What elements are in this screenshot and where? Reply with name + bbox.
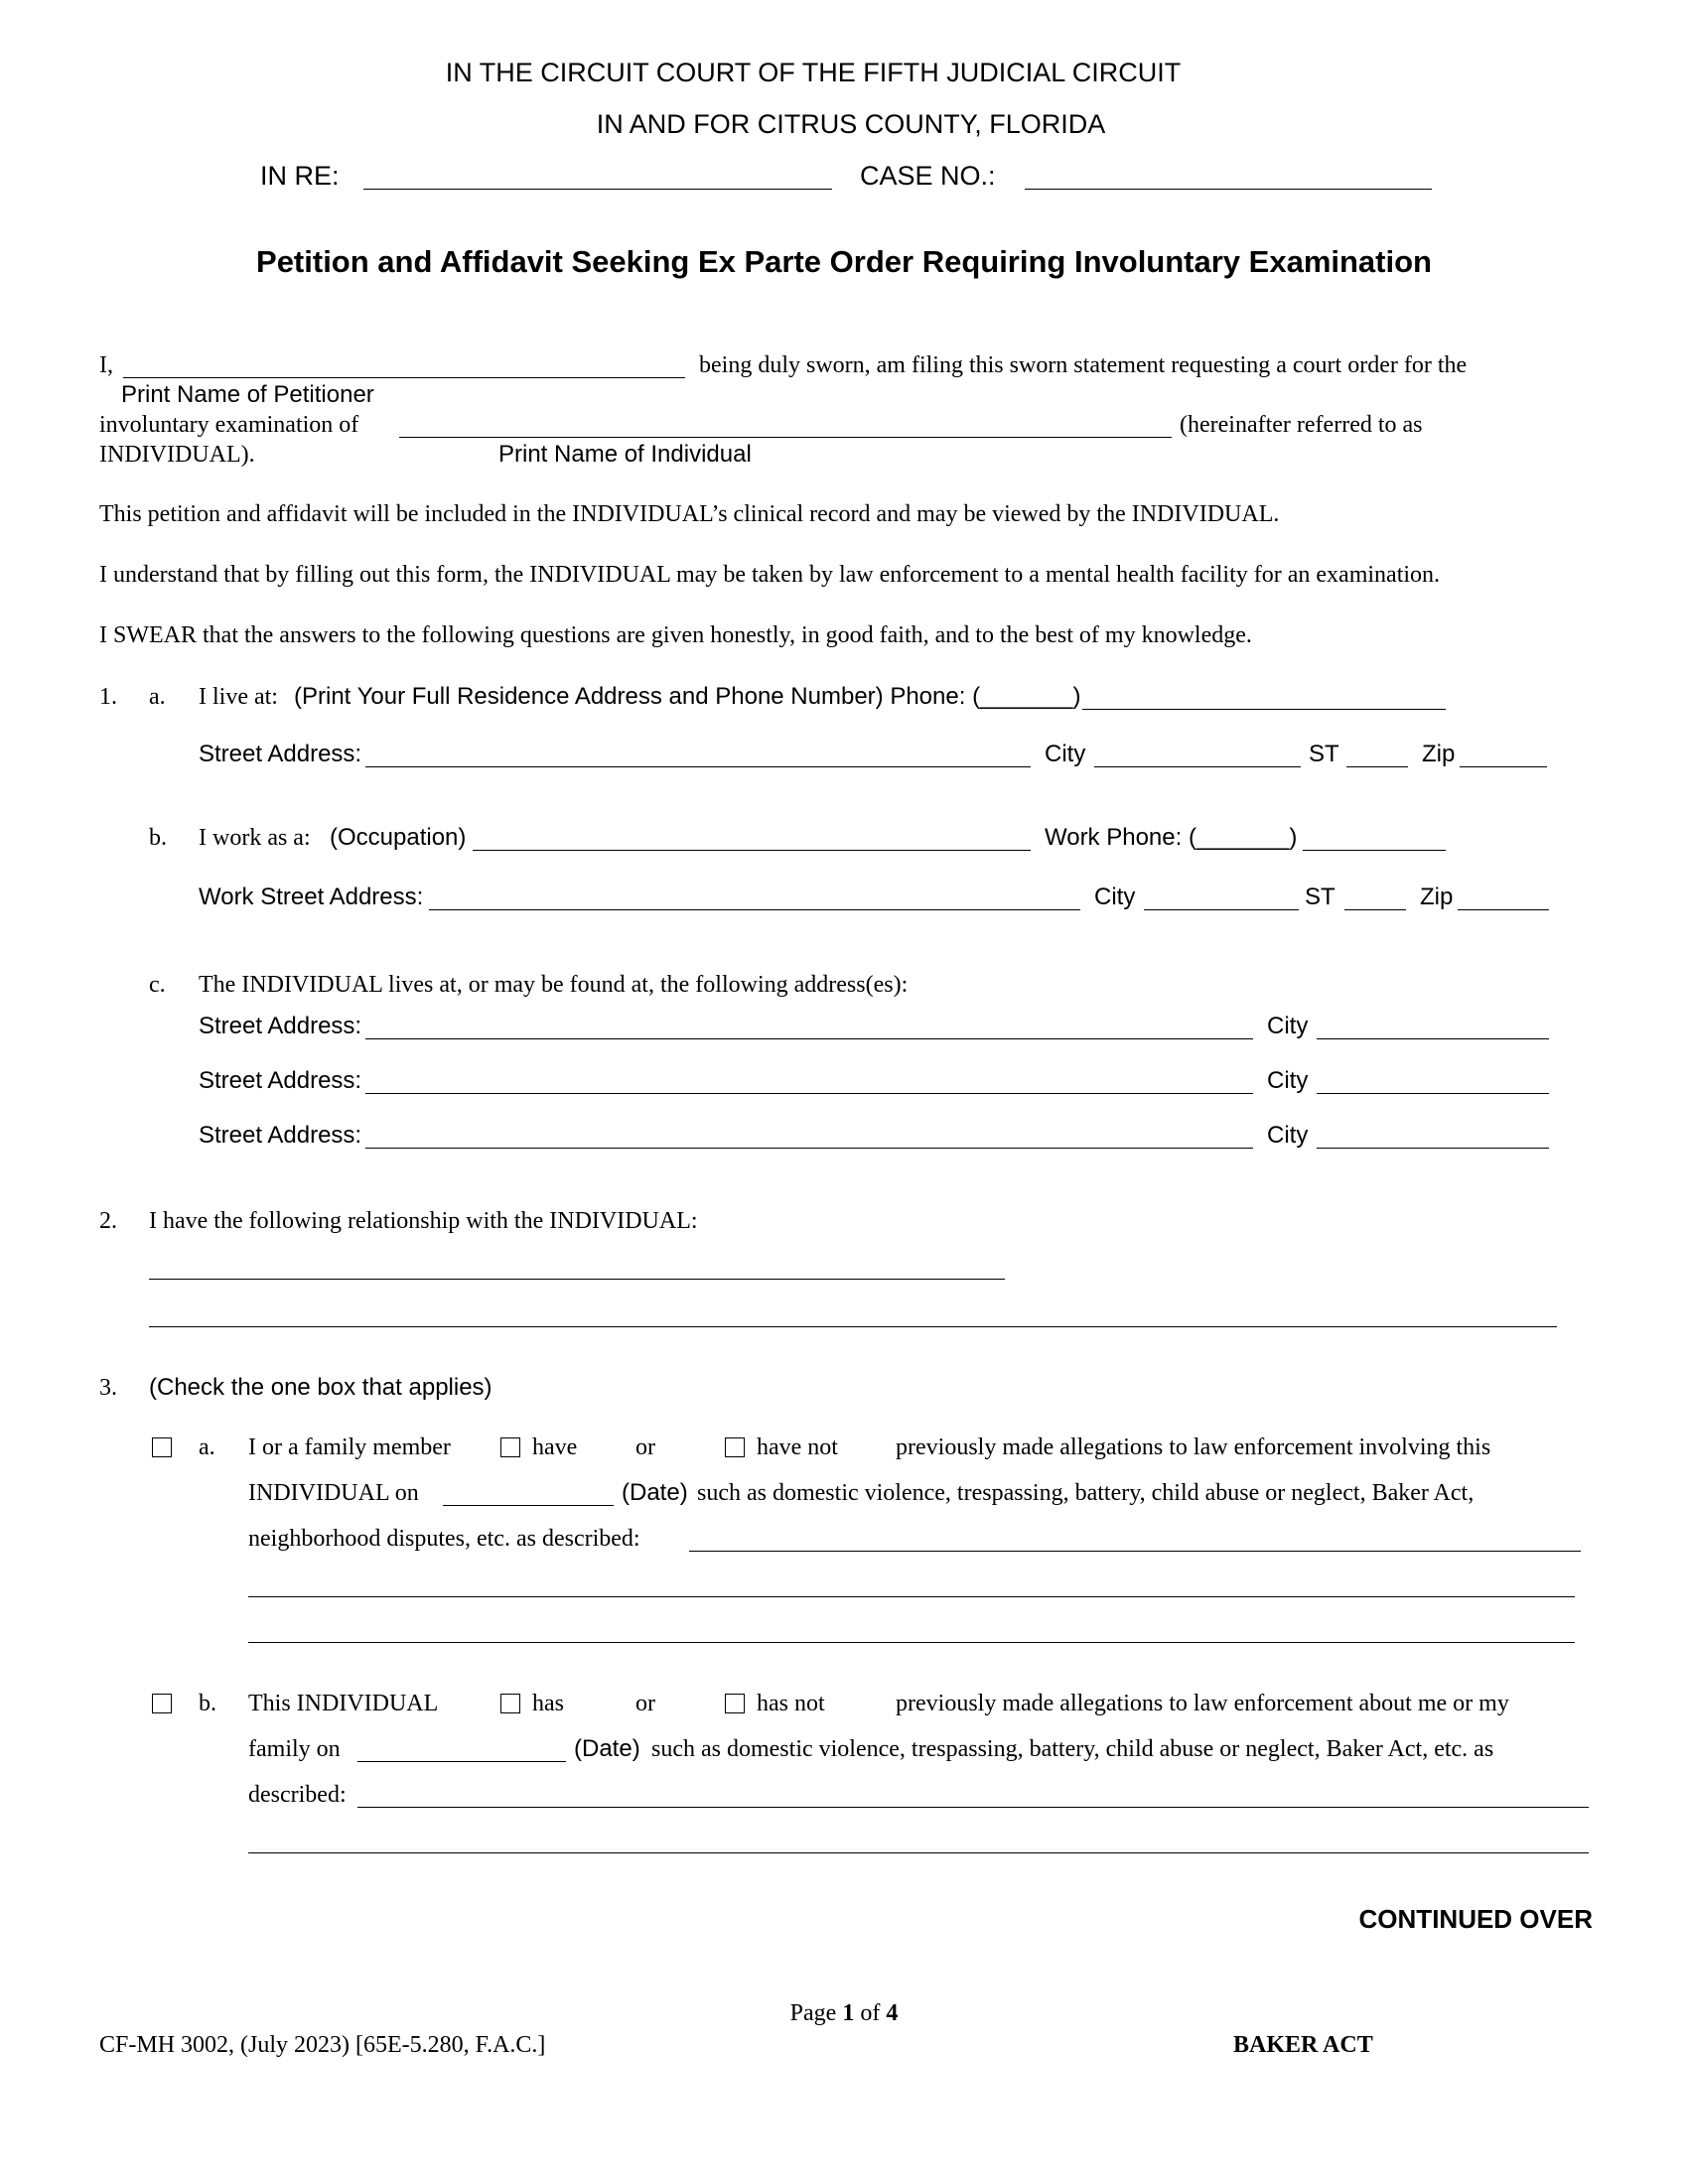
individual-city-label-1: City bbox=[1267, 1013, 1309, 1039]
q1c-letter: c. bbox=[149, 972, 166, 998]
form-id: CF-MH 3002, (July 2023) [65E-5.280, F.A.C.] bbox=[99, 2032, 546, 2058]
individual-city-field-2[interactable] bbox=[1317, 1093, 1549, 1094]
in-re-field[interactable] bbox=[363, 189, 832, 190]
q3b-date-field[interactable] bbox=[357, 1761, 566, 1762]
q3a-individual-on: INDIVIDUAL on bbox=[248, 1480, 419, 1506]
q3a-have-label: have bbox=[532, 1434, 578, 1460]
work-state-label: ST bbox=[1305, 884, 1336, 910]
individual-city-label-2: City bbox=[1267, 1067, 1309, 1094]
page-prefix: Page bbox=[789, 2000, 837, 2026]
q3b-has-label: has bbox=[532, 1691, 564, 1716]
q1a-instructions: (Print Your Full Residence Address and Phone Number) Phone: (_______) bbox=[294, 683, 1081, 710]
page-total: 4 bbox=[886, 2000, 899, 2026]
q1b-letter: b. bbox=[149, 825, 167, 851]
q2-number: 2. bbox=[99, 1208, 117, 1234]
state-label: ST bbox=[1309, 741, 1339, 767]
q3b-previously: previously made allegations to law enforcement about me or my bbox=[896, 1691, 1509, 1716]
q3a-such-as: such as domestic violence, trespassing, battery, child abuse or neglect, Baker Act, bbox=[697, 1480, 1475, 1506]
individual-city-field-1[interactable] bbox=[1317, 1038, 1549, 1039]
q3a-description-field-2[interactable] bbox=[248, 1596, 1575, 1597]
q3-number: 3. bbox=[99, 1375, 117, 1401]
work-state-field[interactable] bbox=[1344, 909, 1406, 910]
q3b-description-field-2[interactable] bbox=[248, 1852, 1589, 1853]
statement-law-enforcement: I understand that by filling out this form, the INDIVIDUAL may be taken by law enforcement to a mental health facility for an examination. bbox=[99, 562, 1441, 588]
q3b-checkbox[interactable] bbox=[152, 1694, 172, 1713]
q3b-who: This INDIVIDUAL bbox=[248, 1691, 439, 1716]
residence-zip-field[interactable] bbox=[1460, 766, 1547, 767]
case-no-field[interactable] bbox=[1025, 189, 1432, 190]
q1b-occupation-label: (Occupation) bbox=[330, 824, 467, 851]
q3a-neighborhood: neighborhood disputes, etc. as described: bbox=[248, 1526, 640, 1552]
q3b-described: described: bbox=[248, 1782, 347, 1808]
individual-street-field-3[interactable] bbox=[365, 1148, 1253, 1149]
q3a-have-not-label: have not bbox=[757, 1434, 838, 1460]
q3b-such-as: such as domestic violence, trespassing, battery, child abuse or neglect, Baker Act, etc. as bbox=[651, 1736, 1494, 1762]
individual-street-label-2: Street Address: bbox=[199, 1067, 362, 1094]
intro-hereinafter: (hereinafter referred to as bbox=[1180, 412, 1423, 438]
q2-text: I have the following relationship with the INDIVIDUAL: bbox=[149, 1208, 698, 1234]
relationship-field-2[interactable] bbox=[149, 1326, 1557, 1327]
individual-street-field-1[interactable] bbox=[365, 1038, 1253, 1039]
q3b-has-not-checkbox[interactable] bbox=[725, 1694, 745, 1713]
q3b-has-checkbox[interactable] bbox=[500, 1694, 520, 1713]
work-city-label: City bbox=[1094, 884, 1136, 910]
statement-swear: I SWEAR that the answers to the following questions are given honestly, in good faith, and to the best of my knowledge. bbox=[99, 622, 1252, 648]
work-zip-field[interactable] bbox=[1458, 909, 1549, 910]
q3a-who: I or a family member bbox=[248, 1434, 451, 1460]
q3a-letter: a. bbox=[199, 1434, 215, 1460]
q1a-letter: a. bbox=[149, 684, 166, 710]
q3b-family-on: family on bbox=[248, 1736, 341, 1762]
q3b-description-field-1[interactable] bbox=[357, 1807, 1589, 1808]
phone-field[interactable] bbox=[1082, 709, 1446, 710]
q3a-have-not-checkbox[interactable] bbox=[725, 1437, 745, 1457]
work-phone-label: Work Phone: (_______) bbox=[1045, 824, 1298, 851]
q3b-letter: b. bbox=[199, 1691, 216, 1716]
intro-i-label: I, bbox=[99, 352, 113, 378]
q1c-text: The INDIVIDUAL lives at, or may be found at, the following address(es): bbox=[199, 972, 909, 998]
q3b-date-label: (Date) bbox=[574, 1735, 640, 1762]
q3b-has-not-label: has not bbox=[757, 1691, 825, 1716]
q3a-date-label: (Date) bbox=[622, 1479, 688, 1506]
q3b-or: or bbox=[635, 1691, 655, 1716]
q3a-have-checkbox[interactable] bbox=[500, 1437, 520, 1457]
petitioner-caption: Print Name of Petitioner bbox=[121, 381, 374, 408]
case-no-label: CASE NO.: bbox=[860, 161, 996, 191]
q1-number: 1. bbox=[99, 684, 117, 710]
individual-city-label-3: City bbox=[1267, 1122, 1309, 1149]
city-label: City bbox=[1045, 741, 1086, 767]
work-street-label: Work Street Address: bbox=[199, 884, 424, 910]
q3-instructions: (Check the one box that applies) bbox=[149, 1374, 492, 1401]
work-city-field[interactable] bbox=[1144, 909, 1299, 910]
individual-street-label-3: Street Address: bbox=[199, 1122, 362, 1149]
residence-city-field[interactable] bbox=[1094, 766, 1301, 767]
q1b-work-label: I work as a: bbox=[199, 825, 311, 851]
page-of: of bbox=[860, 2000, 881, 2026]
q3a-date-field[interactable] bbox=[443, 1505, 614, 1506]
court-header-line2: IN AND FOR CITRUS COUNTY, FLORIDA bbox=[596, 109, 1106, 139]
statement-clinical-record: This petition and affidavit will be included in the INDIVIDUAL’s clinical record and may be viewed by the INDIVIDUAL. bbox=[99, 501, 1280, 527]
intro-exam-of: involuntary examination of bbox=[99, 412, 359, 438]
q3a-or: or bbox=[635, 1434, 655, 1460]
individual-city-field-3[interactable] bbox=[1317, 1148, 1549, 1149]
individual-name-field[interactable] bbox=[399, 437, 1172, 438]
page-title: Petition and Affidavit Seeking Ex Parte Order Requiring Involuntary Examination bbox=[256, 244, 1432, 279]
baker-act-label: BAKER ACT bbox=[1233, 2032, 1373, 2058]
in-re-label: IN RE: bbox=[260, 161, 340, 191]
work-street-field[interactable] bbox=[429, 909, 1080, 910]
zip-label: Zip bbox=[1422, 741, 1456, 767]
intro-individual-end: INDIVIDUAL). bbox=[99, 442, 255, 468]
court-header-line1: IN THE CIRCUIT COURT OF THE FIFTH JUDICIAL CIRCUIT bbox=[445, 58, 1182, 87]
individual-caption: Print Name of Individual bbox=[498, 441, 752, 468]
petitioner-name-field[interactable] bbox=[123, 377, 685, 378]
individual-street-label-1: Street Address: bbox=[199, 1013, 362, 1039]
work-phone-field[interactable] bbox=[1303, 850, 1446, 851]
individual-street-field-2[interactable] bbox=[365, 1093, 1253, 1094]
relationship-field-1[interactable] bbox=[149, 1279, 1005, 1280]
q1a-live-label: I live at: bbox=[199, 684, 278, 710]
occupation-field[interactable] bbox=[473, 850, 1031, 851]
continued-over: CONTINUED OVER bbox=[1358, 1904, 1593, 1934]
page-number bbox=[0, 1999, 1688, 2027]
street-address-label: Street Address: bbox=[199, 741, 362, 767]
q3a-description-field-3[interactable] bbox=[248, 1642, 1575, 1643]
residence-state-field[interactable] bbox=[1346, 766, 1408, 767]
q3a-previously: previously made allegations to law enforcement involving this bbox=[896, 1434, 1491, 1460]
page-current: 1 bbox=[842, 2000, 855, 2026]
residence-street-field[interactable] bbox=[365, 766, 1031, 767]
work-zip-label: Zip bbox=[1420, 884, 1454, 910]
intro-sworn-text: being duly sworn, am filing this sworn statement requesting a court order for the bbox=[699, 352, 1468, 378]
q3a-checkbox[interactable] bbox=[152, 1437, 172, 1457]
q3a-description-field-1[interactable] bbox=[689, 1551, 1581, 1552]
